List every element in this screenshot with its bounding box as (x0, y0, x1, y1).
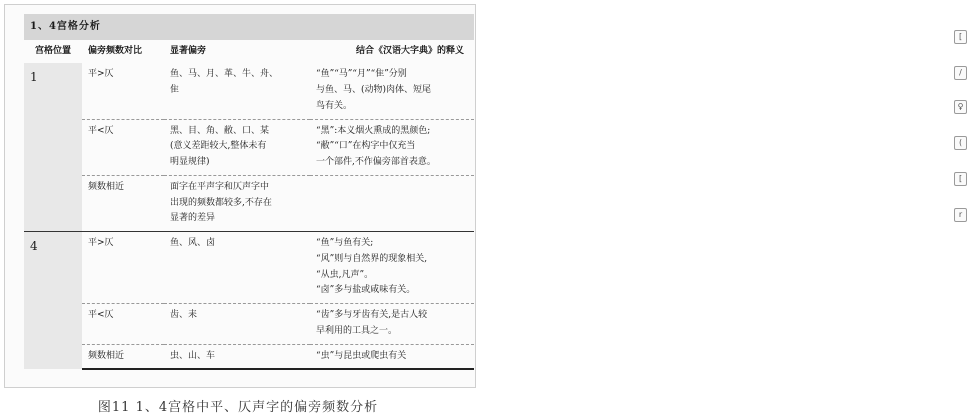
position-cell: 1 (24, 63, 82, 231)
table-row (24, 232, 474, 304)
radicals-line: 出现的频数都较多,不存在 (170, 197, 272, 208)
explanation-cell (310, 232, 474, 304)
radicals-cell (164, 63, 310, 119)
explanation-line: “敝”“口”在构字中仅充当 (316, 141, 416, 152)
explanation-line: “风”则与自然界的现象相关, (316, 253, 428, 264)
comparison-cell: 平<仄 (82, 304, 164, 345)
table-row (24, 63, 474, 119)
radicals-line: 明显规律) (170, 157, 210, 167)
radicals-cell (164, 304, 310, 345)
radicals-line: 鱼、马、月、革、牛、舟、 (170, 69, 279, 80)
explanation-line: “卤”多与盐或咸味有关。 (316, 285, 416, 296)
figure-caption: 图11 1、4宫格中平、仄声字的偏旁频数分析 (97, 400, 379, 415)
radicals-line: (意义差距较大,整体未有 (170, 141, 267, 152)
explanation-cell (310, 63, 474, 119)
table-title-row (24, 14, 474, 40)
table-row (24, 119, 474, 175)
edge-icon-1[interactable]: [ (954, 30, 967, 44)
radicals-line: 显著的差异 (170, 213, 216, 224)
explanation-line: “虫”与昆虫或爬虫有关 (316, 350, 407, 361)
explanation-line: 一个部件,不作偏旁部首表意。 (316, 157, 436, 167)
table-row (24, 304, 474, 345)
explanation-cell (310, 304, 474, 345)
comparison-cell: 平>仄 (82, 232, 164, 304)
radicals-line: 齿、耒 (170, 310, 198, 320)
radicals-cell (164, 175, 310, 231)
radicals-cell (164, 232, 310, 304)
radicals-line: 面字在平声字和仄声字中 (170, 181, 270, 192)
radicals-line: 隹 (170, 85, 180, 95)
edge-icon-6[interactable]: r (954, 208, 967, 222)
radicals-line: 鱼、风、卤 (170, 238, 216, 248)
explanation-line: 早利用的工具之一。 (316, 325, 398, 336)
header-comparison: 偏旁频数对比 (88, 45, 143, 56)
header-position: 宫格位置 (34, 45, 71, 56)
comparison-cell: 频数相近 (82, 344, 164, 369)
edge-icon-2[interactable]: / (954, 66, 967, 80)
explanation-line: “鱼”与鱼有关; (316, 238, 374, 248)
comparison-cell: 平<仄 (82, 119, 164, 175)
position-cell: 4 (24, 232, 82, 370)
explanation-line: “从虫,凡声”。 (316, 269, 374, 280)
radicals-line: 虫、山、车 (170, 350, 216, 361)
table-title: 1、4宫格分析 (24, 14, 474, 40)
explanation-cell (310, 175, 474, 231)
radicals-cell (164, 119, 310, 175)
explanation-cell (310, 344, 474, 369)
header-radicals: 显著偏旁 (170, 45, 207, 56)
table-row (24, 344, 474, 369)
explanation-line: 鸟有关。 (316, 100, 353, 111)
edge-icon-4[interactable]: ( (954, 136, 967, 150)
radicals-cell (164, 344, 310, 369)
explanation-line: “黑”:本义烟火熏成的黑颜色; (316, 125, 431, 136)
table-row (24, 175, 474, 231)
edge-icon-3[interactable]: ♀ (954, 100, 967, 114)
header-row (24, 40, 474, 64)
comparison-cell: 平>仄 (88, 69, 114, 80)
explanation-line: 与鱼、马、(动物)肉体、短尾 (316, 85, 432, 95)
header-explanation: 结合《汉语大字典》的释义 (356, 45, 465, 56)
explanation-line: “齿”多与牙齿有关,是古人较 (316, 310, 428, 320)
explanation-line: “鱼”“马”“月”“隹”分别 (316, 69, 407, 80)
edge-icon-5[interactable]: [ (954, 172, 967, 186)
radicals-line: 黑、目、角、敝、口、某 (170, 125, 270, 136)
analysis-table (24, 14, 474, 370)
comparison-cell: 频数相近 (82, 175, 164, 231)
toolbar-edge (476, 0, 964, 420)
explanation-cell (310, 119, 474, 175)
